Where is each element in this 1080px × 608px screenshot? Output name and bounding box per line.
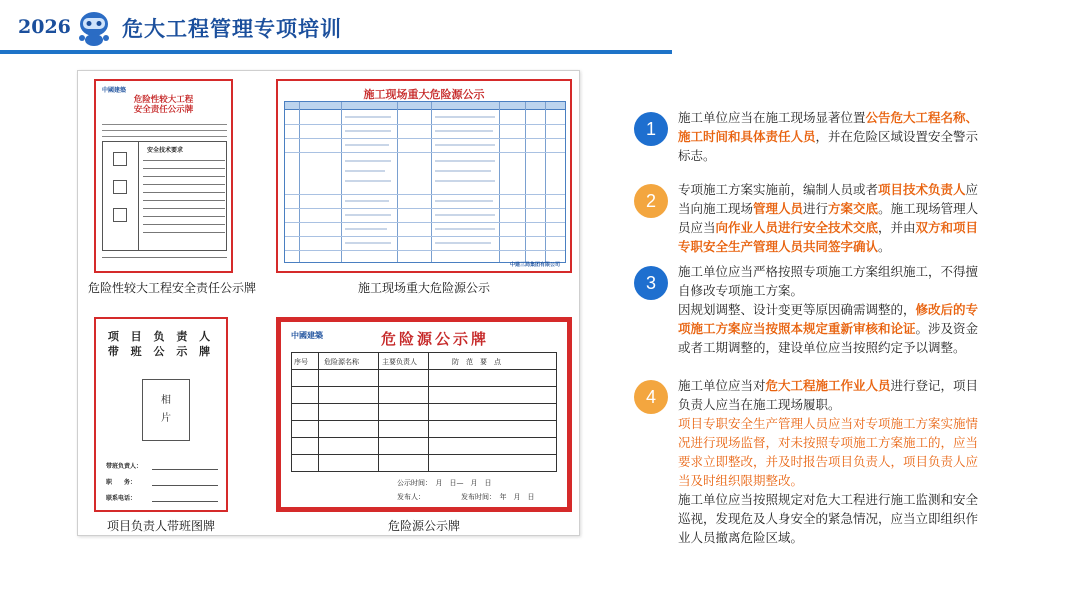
board1-heading (96, 95, 231, 115)
step-2-number-badge: 2 (634, 184, 668, 218)
board1-requirements-title: 安全技术要求 (147, 147, 184, 154)
board4-publisher: 发布人： (397, 493, 425, 501)
step-3-number-badge: 3 (634, 266, 668, 300)
board4-hazard-table (291, 352, 557, 472)
board2-caption: 施工现场重大危险源公示 (357, 281, 490, 295)
step-3-para-2: 因规划调整、设计变更等原因确需调整的，修改后的专项施工方案应当按照本规定重新审核和论证。涉及资金或者工期调整的，建设单位应当按照约定予以调整。 (678, 302, 979, 355)
step-2-text: 专项施工方案实施前，编制人员或者项目技术负责人应当向施工现场管理人员进行方案交底。施工现场管理人员应当向作业人员进行安全技术交底，并由双方和项目专职安全生产管理人员共同签字确认。 (678, 182, 979, 254)
board3-photo-frame (142, 379, 190, 441)
board1-info-rows (102, 119, 227, 137)
header-year: 2026 (18, 16, 71, 38)
board3-heading-line1: 项 目 负 责 人 (107, 330, 215, 343)
board3-heading-line2: 带 班 公 示 牌 (107, 345, 215, 358)
page-title: 危大工程管理专项培训 (122, 16, 342, 41)
step-4-para-2: 项目专职安全生产管理人员应当对专项施工方案实施情况进行现场监督，对未按照专项施工方案施工的，应当要求立即整改，并及时报告项目负责人，项目负责人应当及时组织限期整改。 (678, 416, 979, 488)
board3-photo-line1: 相 (161, 395, 171, 406)
safety-responsibility-board (94, 79, 233, 273)
board3-label-phone: 联系电话： (106, 495, 137, 502)
board4-brand: 中國建築 (291, 331, 323, 340)
project-leader-duty-board (94, 317, 228, 512)
board4-col-name: 危险源名称 (324, 358, 359, 366)
board1-grid (102, 141, 227, 251)
header (0, 0, 1080, 56)
board1-heading-line2: 安全责任公示牌 (133, 105, 194, 115)
step-1-number-badge: 1 (634, 112, 668, 146)
major-hazard-public-board (276, 79, 572, 273)
hazard-source-board (276, 317, 572, 512)
board3-label-leader: 带班负责人： (106, 463, 143, 470)
step-4-para-1: 施工单位应当对危大工程施工作业人员进行登记，项目负责人应当在施工现场履职。 (678, 378, 979, 412)
board4-heading: 危险源公示牌 (381, 330, 490, 348)
step-4-number-badge: 4 (634, 380, 668, 414)
board2-company: 中建三局集团有限公司 (509, 262, 560, 268)
board4-col-no: 序号 (294, 358, 308, 366)
signboard-image-panel (77, 70, 580, 536)
board4-caption: 危险源公示牌 (387, 519, 460, 533)
board4-publish-time: 公示时间： 月 日— 月 日 (397, 479, 492, 487)
board1-caption: 危险性较大工程安全责任公示牌 (88, 281, 257, 295)
board4-publish-date: 发布时间： 年 月 日 (461, 493, 535, 501)
title-underline (0, 50, 672, 54)
board3-photo-line2: 片 (161, 413, 171, 424)
board2-heading: 施工现场重大危险源公示 (363, 88, 485, 101)
step-1-text: 施工单位应当在施工现场显著位置公告危大工程名称、施工时间和具体责任人员，并在危险区域设置安全警示标志。 (678, 110, 979, 163)
robot-mascot-icon (74, 8, 114, 48)
board4-col-measures: 防 范 要 点 (452, 358, 501, 366)
board3-label-position: 职 务： (106, 479, 137, 486)
board2-hazard-table (284, 101, 566, 263)
board3-heading (96, 329, 226, 359)
board1-heading-line1: 危险性较大工程 (133, 95, 194, 105)
step-4-para-3: 施工单位应当按照规定对危大工程进行施工监测和安全巡视，发现危及人身安全的紧急情况，应当立即组织作业人员撤离危险区域。 (678, 492, 979, 545)
board4-col-owner: 主要负责人 (382, 358, 417, 366)
step-3-text (678, 262, 990, 357)
board3-caption: 项目负责人带班图牌 (106, 519, 215, 533)
step-3-para-1: 施工单位应当严格按照专项施工方案组织施工，不得擅自修改专项施工方案。 (678, 264, 979, 298)
board1-brand: 中國建築 (102, 87, 127, 94)
step-4-text (678, 376, 990, 547)
